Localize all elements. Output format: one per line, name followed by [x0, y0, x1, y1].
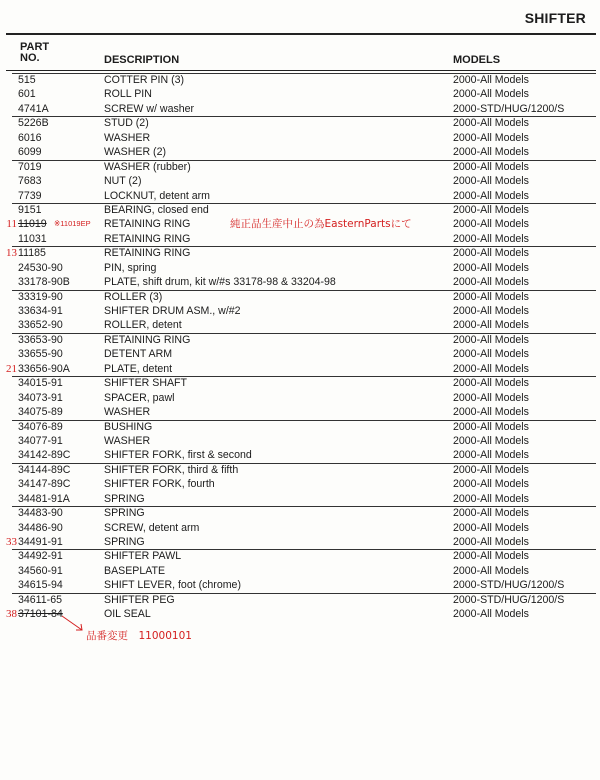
models: 2000-All Models — [453, 434, 529, 447]
table-row — [0, 607, 600, 621]
table-row — [0, 131, 600, 145]
description: SHIFTER DRUM ASM., w/#2 — [104, 305, 241, 317]
part-number: 34560-91 — [18, 564, 63, 577]
table-row — [0, 304, 600, 318]
models: 2000-All Models — [453, 146, 529, 159]
part-number: 34076-89 — [18, 420, 63, 433]
table-row — [0, 506, 600, 520]
description: SHIFTER FORK, third & fifth — [104, 463, 239, 476]
part-number: 601 — [18, 88, 36, 101]
models: 2000-All Models — [453, 449, 529, 462]
table-row — [0, 535, 600, 549]
part-number: 34611-65 — [18, 593, 62, 606]
part-number: 34144-89C — [18, 463, 71, 476]
models: 2000-All Models — [453, 550, 529, 563]
models: 2000-All Models — [453, 131, 529, 144]
table-row — [0, 420, 600, 434]
models: 2000-STD/HUG/1200/S — [453, 102, 565, 115]
description: OIL SEAL — [104, 608, 151, 621]
models: 2000-All Models — [453, 175, 529, 188]
models: 2000-All Models — [453, 377, 529, 390]
part-change-note: 品番変更 11000101 — [86, 630, 192, 642]
models: 2000-All Models — [453, 463, 529, 476]
table-row — [0, 405, 600, 419]
part-number: 34077-91 — [18, 434, 63, 447]
models: 2000-All Models — [453, 348, 529, 361]
models: 2000-All Models — [453, 492, 529, 505]
part-number: 33655-90 — [18, 348, 63, 361]
models: 2000-All Models — [453, 406, 529, 419]
table-row — [0, 246, 600, 260]
callout-number: 33 — [6, 536, 17, 548]
part-number: 33656-90A — [18, 362, 70, 375]
models: 2000-STD/HUG/1200/S — [453, 593, 565, 606]
models: 2000-All Models — [453, 391, 529, 404]
description: NUT (2) — [104, 175, 142, 188]
part-number: 33652-90 — [18, 319, 63, 332]
table-row — [0, 521, 600, 535]
part-number: 34147-89C — [18, 478, 71, 491]
table-row — [0, 578, 600, 592]
part-number: 11031 — [18, 232, 47, 245]
part-number: 34492-91 — [18, 550, 63, 563]
models: 2000-All Models — [453, 232, 529, 245]
table-row — [0, 448, 600, 462]
part-number: 515 — [18, 74, 36, 86]
callout-number: 11 — [6, 218, 17, 231]
description: SPRING — [104, 492, 145, 505]
description: SHIFT LEVER, foot (chrome) — [104, 579, 241, 592]
part-number: 4741A — [18, 102, 49, 115]
description: STUD (2) — [104, 117, 149, 130]
table-row — [0, 116, 600, 130]
part-number: 34491-91 — [18, 536, 63, 548]
description: SHIFTER FORK, first & second — [104, 449, 252, 462]
description: BEARING, closed end — [104, 203, 209, 216]
table-row — [0, 275, 600, 289]
header-rule — [6, 70, 596, 71]
models: 2000-All Models — [453, 117, 529, 130]
description: SHIFTER FORK, fourth — [104, 478, 215, 491]
arrow-icon — [60, 614, 88, 634]
part-number: 11185 — [18, 247, 46, 260]
models: 2000-All Models — [453, 521, 529, 534]
part-number: 7019 — [18, 160, 42, 173]
description: WASHER — [104, 406, 151, 419]
description: WASHER — [104, 131, 151, 144]
part-number: 6099 — [18, 146, 42, 159]
parts-table — [0, 73, 600, 622]
top-rule — [6, 33, 596, 35]
description: ROLL PIN — [104, 88, 152, 101]
models: 2000-All Models — [453, 247, 529, 260]
description: RETAINING RING — [104, 247, 191, 260]
table-row — [0, 362, 600, 376]
table-row — [0, 477, 600, 491]
description: LOCKNUT, detent arm — [104, 189, 210, 202]
column-header-part-no — [20, 42, 49, 64]
ep-note: ※11019EP — [54, 219, 91, 229]
part-number: 11019 — [18, 218, 47, 231]
part-number: 34481-91A — [18, 492, 70, 505]
description: RETAINING RING — [104, 232, 191, 245]
callout-number: 38 — [6, 608, 17, 621]
column-header-models: MODELS — [453, 54, 501, 66]
column-header-part-line2: NO. — [20, 52, 40, 64]
models: 2000-All Models — [453, 160, 529, 173]
table-row — [0, 549, 600, 563]
part-number: 5226B — [18, 117, 49, 130]
part-number: 34015-91 — [18, 377, 63, 390]
description: SCREW w/ washer — [104, 102, 195, 115]
models: 2000-All Models — [453, 564, 529, 577]
part-number: 34615-94 — [18, 579, 63, 592]
description: ROLLER, detent — [104, 319, 182, 332]
table-row — [0, 318, 600, 332]
part-number: 34486-90 — [18, 521, 63, 534]
table-row — [0, 102, 600, 116]
part-number: 6016 — [18, 131, 42, 144]
description: SPRING — [104, 536, 145, 548]
table-row — [0, 87, 600, 101]
part-number: 34142-89C — [18, 449, 71, 462]
table-row — [0, 434, 600, 448]
callout-number: 21 — [6, 362, 17, 375]
table-row — [0, 290, 600, 304]
models: 2000-All Models — [453, 290, 529, 303]
models: 2000-All Models — [453, 333, 529, 346]
description: BUSHING — [104, 420, 153, 433]
description: SPACER, pawl — [104, 391, 175, 404]
description: COTTER PIN (3) — [104, 74, 185, 86]
table-row — [0, 347, 600, 361]
description: SHIFTER SHAFT — [104, 377, 187, 390]
description: RETAINING RING — [104, 218, 191, 231]
table-row — [0, 217, 600, 231]
models: 2000-All Models — [453, 608, 529, 621]
part-number: 34075-89 — [18, 406, 63, 419]
callout-number: 13 — [6, 247, 17, 260]
column-header-part-line1: PART — [20, 41, 50, 53]
description: PLATE, shift drum, kit w/#s 33178-98 & 33204-98 — [104, 276, 336, 289]
part-number: 34483-90 — [18, 507, 63, 520]
description: WASHER — [104, 434, 151, 447]
table-row — [0, 203, 600, 217]
description: RETAINING RING — [104, 333, 191, 346]
table-row — [0, 333, 600, 347]
models: 2000-All Models — [453, 305, 529, 317]
description: SCREW, detent arm — [104, 521, 200, 534]
part-number: 7739 — [18, 189, 42, 202]
models: 2000-All Models — [453, 276, 529, 289]
description: BASEPLATE — [104, 564, 166, 577]
table-row — [0, 73, 600, 87]
models: 2000-All Models — [453, 261, 529, 274]
table-row — [0, 492, 600, 506]
table-row — [0, 376, 600, 390]
table-row — [0, 160, 600, 174]
part-number: 33319-90 — [18, 290, 63, 303]
models: 2000-All Models — [453, 536, 529, 548]
page-title: SHIFTER — [524, 10, 586, 26]
description: WASHER (2) — [104, 146, 166, 159]
models: 2000-All Models — [453, 420, 529, 433]
models: 2000-All Models — [453, 362, 529, 375]
description: PLATE, detent — [104, 362, 173, 375]
table-row — [0, 391, 600, 405]
models: 2000-All Models — [453, 507, 529, 520]
models: 2000-All Models — [453, 88, 529, 101]
models: 2000-All Models — [453, 189, 529, 202]
description: SHIFTER PEG — [104, 593, 175, 606]
table-row — [0, 261, 600, 275]
models: 2000-All Models — [453, 74, 529, 86]
description: WASHER (rubber) — [104, 160, 191, 173]
description: SPRING — [104, 507, 145, 520]
models: 2000-All Models — [453, 478, 529, 491]
part-number: 9151 — [18, 203, 42, 216]
table-row — [0, 232, 600, 246]
table-row — [0, 189, 600, 203]
table-row — [0, 463, 600, 477]
table-row — [0, 564, 600, 578]
description: DETENT ARM — [104, 348, 173, 361]
description: ROLLER (3) — [104, 290, 163, 303]
table-row — [0, 145, 600, 159]
models: 2000-All Models — [453, 218, 529, 231]
part-number: 33653-90 — [18, 333, 63, 346]
description: PIN, spring — [104, 261, 157, 274]
part-number: 37101-84 — [18, 608, 63, 621]
models: 2000-All Models — [453, 203, 529, 216]
part-number: 33178-90B — [18, 276, 70, 289]
description: SHIFTER PAWL — [104, 550, 182, 563]
part-number: 7683 — [18, 175, 42, 188]
models: 2000-STD/HUG/1200/S — [453, 579, 565, 592]
part-number: 34073-91 — [18, 391, 63, 404]
models: 2000-All Models — [453, 319, 529, 332]
table-row — [0, 174, 600, 188]
part-number: 33634-91 — [18, 305, 63, 317]
handwritten-note: 純正品生産中止の為EasternPartsにて — [230, 218, 412, 231]
table-row — [0, 593, 600, 607]
column-header-description: DESCRIPTION — [104, 54, 180, 66]
part-number: 24530-90 — [18, 261, 63, 274]
